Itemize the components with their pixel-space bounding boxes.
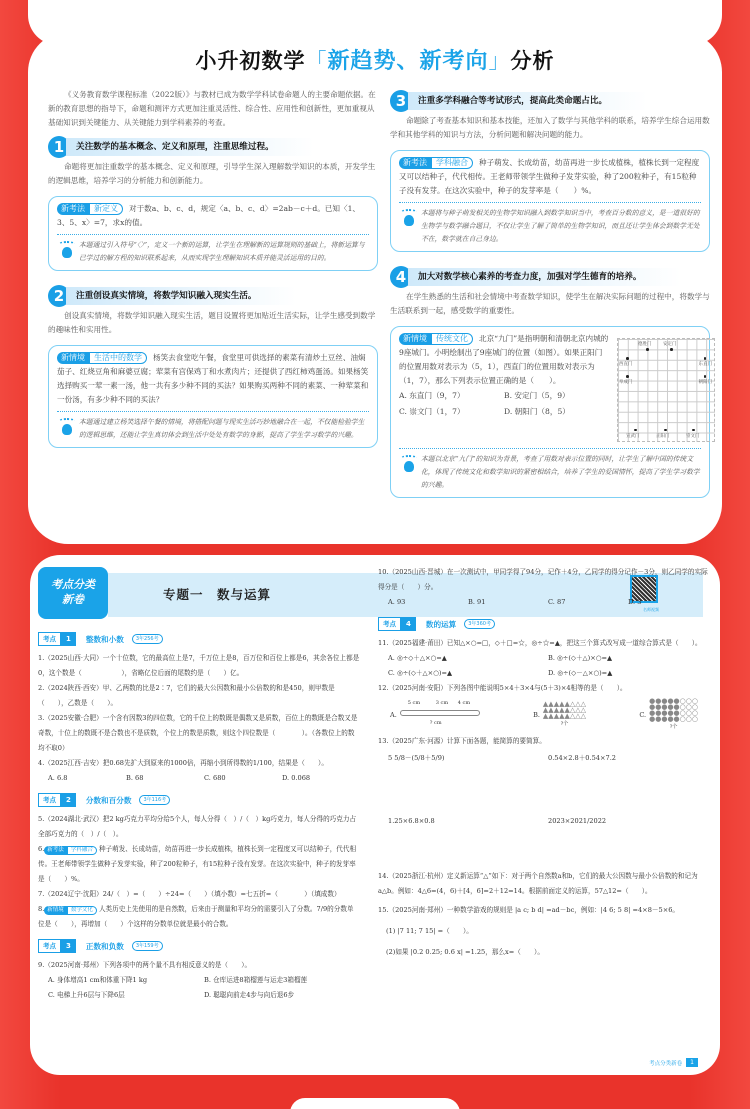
page-title: 小升初数学「新趋势、新考向」分析 <box>195 49 555 74</box>
question-12-figures <box>378 696 708 734</box>
question-11-options: A. ◎÷◇＋△×○=▲ B. ◎÷(◇＋△)×○=▲ C. ◎÷(◇＋△×○)=▲ D. ◎÷(◇－△×○)=▲ <box>388 654 613 677</box>
tag-secondary: 传统文化 <box>431 333 473 345</box>
map-point <box>634 429 637 432</box>
section-4-body: 在学生熟悉的生活和社会情境中考查数学知识，使学生在解决实际问题的过程中，将数学与生活联系到一起，感受数学的重要性。 <box>390 292 710 315</box>
topic-title: 专题一 数与运算 <box>163 587 272 602</box>
map-label: 安定门 <box>663 342 677 347</box>
section-number: 1 <box>48 136 70 158</box>
divider <box>399 448 701 449</box>
map-label: 朝阳门 <box>698 380 712 385</box>
question-15-part-1: (1) |7 11; 7 15| =（ ）。 <box>386 927 473 935</box>
lightbulb-icon <box>399 453 421 492</box>
right-column <box>390 84 710 498</box>
question-1: 1.（2025山西·大同）一个十位数，它的最高位上是7，千万位上是8，百万位和百位上都是6，其余各位上都是0，这个数是（ ），省略亿位后面的尾数约是（ ）亿。 <box>38 654 360 677</box>
divider <box>57 234 369 235</box>
page-number: 1 <box>686 1058 698 1067</box>
stats-badge: 3年360考 <box>464 619 495 629</box>
lightbulb-icon <box>57 239 79 265</box>
lightbulb-icon <box>399 207 421 246</box>
section-3-body: 命题除了考查基本知识和基本技能，还加入了数学与其他学科的联系，培养学生综合运用数学和其他学科的知识与方法，分析问题和解决问题的能力。 <box>390 116 710 139</box>
tip-text: 本题通过建立杨笑选择午餐的情境，将搭配问题与现实生活巧妙地融合在一起，不仅能检验学生的逻辑思维，还能让学生真切体会到生活中处处有数学的身影，提高了学生学习数学的兴趣。 <box>79 418 365 439</box>
lightbulb-icon <box>57 416 79 442</box>
map-point <box>692 429 695 432</box>
tag: 新情境 <box>399 333 431 345</box>
question-10: 10.（2025山西·晋城）在一次测试中，甲同学得了94分，记作＋4分，乙同学的得分记作－3分，则乙同学的实际得分是（ ）分。 <box>378 568 708 591</box>
map-label: 德胜门 <box>638 342 652 347</box>
map-point <box>626 357 629 360</box>
question-15: 15.（2025河南·郑州）一种数学游戏的规则是 |a c; b d| =ad－bc，例如：|4 6; 5 8| =4×8－5×6。 <box>378 906 680 914</box>
figure-a: A. 5 cm 3 cm 4 cm ? cm <box>390 700 480 730</box>
map-point <box>626 375 629 378</box>
example-box-3 <box>390 150 710 252</box>
map-point <box>670 348 673 351</box>
divider <box>399 202 701 203</box>
figure-c: C. ●●●●●○○○ ●●●●●○○○ ●●●●●○○○ ●●●●●○○○ ?个 <box>639 697 698 730</box>
question-13-items: 5 5/8－(5/8＋5/9) 0.54×2.8＋0.54×7.2 1.25×6.8×0.8 2023×2021/2022 <box>388 754 616 825</box>
question-5: 5.（2024湖北·武汉）把2 kg巧克力平均分给5个人，每人分得（ ）/（ ）kg巧克力，每人分得的巧克力占全部巧克力的（ ）/（ ）。 <box>38 815 357 838</box>
section-4-heading: 4 加大对数学核心素养的考查力度，加强对学生德育的培养。 <box>390 266 710 288</box>
question-3: 3.（2025安徽·合肥）一个含有因数3的四位数，它的千位上的数既是偶数又是质数，百位上的数既是合数又是奇数，十位上的数既不是合数也不是质数，个位上的数是质数，则这个四位数是（ ）。（各数位上的数均不取0） <box>38 714 358 752</box>
map-point <box>704 357 707 360</box>
figure-b: B. ▲▲▲▲▲△△△ ▲▲▲▲▲△△△ ▲▲▲▲▲△△△ ?个 <box>533 700 586 727</box>
question-6: 6. 新考法 学科融合 种子萌发、长成幼苗，幼苗再进一步长成植株，植株长到一定程度又可以结种子，代代相传。王老师带领学生做种子发芽实验，种了200粒种子，有15粒种子没有发芽。在这次实验中，种子的发芽率是（ ）%。 <box>38 845 357 883</box>
stats-badge: 3年159考 <box>132 941 163 951</box>
tag: 新考法 <box>57 203 89 215</box>
example-box-1 <box>48 196 378 271</box>
left-exercise-column <box>38 625 360 1003</box>
section-2-heading: 2 注重创设真实情境，将数学知识融入现实生活。 <box>48 285 378 307</box>
tip-text: 本题通过引入符号“〈〉”，定义一个新的运算，让学生在理解新的运算规则的基础上，将新运算与已学过的解方程的知识联系起来，从而实现学生理解知识本质并能灵活运用的目的。 <box>79 241 365 262</box>
map-label: 西直门 <box>619 362 633 367</box>
question-text: 北京“九门”是指明朝和清朝北京内城的9座城门。小明绘制出了9座城门的位置（如图）。如果正阳门的位置用数对表示为（5，1），西直门的位置用数对表示为（1，7），那么下列表示位置正确的是（ ）。 <box>399 334 609 385</box>
kaodian-4-header: 考点 4 数的运算 3年360考 <box>378 617 708 631</box>
city-gates-map <box>617 338 715 442</box>
question-9-options: A. 身体增高1 cm和体重下降1 kg B. 仓库运进8箱榴莲与运走3箱榴莲 C. 电梯上升6层与下降6层 D. 聪聪向前走4步与向后退6步 <box>48 976 308 999</box>
options <box>399 388 609 420</box>
stats-badge: 3年256考 <box>132 634 163 644</box>
section-3-heading: 3 注重多学科融合等考试形式，提高此类命题占比。 <box>390 90 710 112</box>
question-9: 9.（2025河南·郑州）下列各项中的两个量不具有相反意义的是（ ）。 <box>38 961 252 969</box>
divider <box>57 411 369 412</box>
tip-text: 本题将与种子萌发相关的生物学知识融入到数学知识当中，考查百分数的意义，是一道很好的生物学与数学融合题目，不仅让学生了解了简单的生物学知识，而且还让学生体会到数学无处不在，数学就在自己身边。 <box>421 209 700 243</box>
example-box-4 <box>390 326 710 498</box>
map-label: 阜成门 <box>619 380 633 385</box>
question-12: 12.（2025河南·安阳）下列各图中能说明5×4＋3×4与(5＋3)×4相等的是（ ）。 <box>378 684 627 692</box>
tag-secondary: 新定义 <box>89 203 123 215</box>
qr-label: 名师视频 <box>643 607 659 612</box>
map-point <box>704 375 707 378</box>
exercise-page <box>30 555 720 1075</box>
left-column <box>48 88 378 448</box>
right-exercise-column <box>378 565 708 960</box>
question-4-options: A. 6.8 B. 68 C. 680 D. 0.068 <box>48 774 311 782</box>
question-13: 13.（2025广东·河源）计算下面各题，能简算的要简算。 <box>378 737 546 745</box>
kaodian-2-header: 考点 2 分数和百分数 3年116考 <box>38 793 360 807</box>
section-1-heading: 1 关注数学的基本概念、定义和原理，注重思维过程。 <box>48 136 378 158</box>
tag: 新情境 <box>57 352 89 364</box>
stats-badge: 3年116考 <box>139 795 170 805</box>
question-8: 8. 新情境 数学文化 人类历史上先使用的是自然数，后来由于测量和平均分的需要引入了分数。7/9的分数单位是（ ），再增加（ ）个这样的分数单位就是最小的合数。 <box>38 905 354 928</box>
tag-secondary: 学科融合 <box>431 157 473 169</box>
tag-secondary: 生活中的数学 <box>89 352 147 364</box>
section-1-body: 命题将更加注重数学的基本概念、定义和原理，引导学生深入理解数学知识的本质，开发学生的逻辑思维，培养学习的分析能力和创新能力。 <box>48 162 376 185</box>
example-box-2 <box>48 345 378 448</box>
question-text: 种子萌发、长成幼苗，幼苗再进一步长成植株，植株长到一定程度又可以结种子，代代相传。王老师带领学生做种子发芽实验，种了200粒种子，有15粒种子没有发芽。在这次实验中，种子的发芽率是（ ）%。 <box>399 158 700 195</box>
question-text: 杨笑去食堂吃午餐，食堂里可供选择的素菜有清炒土豆丝、油焖茄子、红烧豆角和麻婆豆腐；荤菜有宫保鸡丁和水煮肉片；还提供了西红柿鸡蛋汤。如果杨笑选择购买一荤一素一汤，他一共有多少种不同的买法？如果购买两种不同的素菜、一种荤菜和一份汤，有多少种不同的买法？ <box>57 353 369 404</box>
question-text: 对于数a、b、c、d，规定〈a、b、c、d〉=2ab－c＋d。已知〈1、3、5、x〉=7，求x的值。 <box>57 204 360 227</box>
question-2: 2.（2024陕西·西安）甲、乙两数的比是2∶7，它们的最大公因数和最小公倍数的和是450，则甲数是（ ），乙数是（ ）。 <box>38 684 335 707</box>
map-point <box>664 429 667 432</box>
map-label: 宣武门 <box>626 434 640 439</box>
map-label: 崇文门 <box>686 434 700 439</box>
section-number: 3 <box>390 90 412 112</box>
next-page-top <box>290 1098 460 1109</box>
intro-paragraph: 《义务教育数学课程标准（2022版）》与教材已成为数学学科试卷命题人的主要命题依据。在新的教育思想的指导下，命题和测评方式更加注重灵活性、综合性、应用性和创新性，更加重视从基础知识到关键能力、从关键能力到学科素养的考查。 <box>48 90 376 127</box>
analysis-page <box>28 32 722 544</box>
kaodian-1-header: 考点 1 整数和小数 3年256考 <box>38 632 360 646</box>
question-11: 11.（2025福建·莆田）已知△×○=□，◇＋□=☆，◎÷☆=▲，把这三个算式改写成一道综合算式是（ ）。 <box>378 639 702 647</box>
option-d: D. 朝阳门（8，5） <box>504 407 570 416</box>
question-4: 4.（2025江西·吉安）把0.68先扩大到原来的1000倍，再缩小到所得数的1/100，结果是（ ）。 <box>38 759 328 767</box>
option-b: B. 安定门（5，9） <box>504 391 570 400</box>
map-label: 正阳门 <box>656 434 670 439</box>
section-number: 2 <box>48 285 70 307</box>
map-point <box>646 348 649 351</box>
kaodian-3-header: 考点 3 正数和负数 3年159考 <box>38 939 360 953</box>
question-7: 7.（2024辽宁·沈阳）24/（ ）=（ ）÷24=（ ）（填小数）=七五折=（ ）（填成数） <box>38 890 341 898</box>
section-2-body: 创设真实情境，将数学知识融入现实生活，题目设置将更加贴近生活实际，让学生感受到数学的趣味性和实用性。 <box>48 311 376 334</box>
page-footer: 考点分类新卷 1 <box>649 1058 698 1067</box>
brand-logo: 考点分类 新卷 <box>38 567 108 619</box>
question-14: 14.（2025浙江·杭州）定义新运算“△”如下：对于两个自然数a和b，它们的最大公因数与最小公倍数的和记为a△b。例如：4△6=(4，6)＋[4，6]=2＋12=14。根据前面定义的运算，57△12=（ ）。 <box>378 872 698 895</box>
option-a: A. 东直门（9，7） <box>399 391 465 400</box>
section-number: 4 <box>390 266 412 288</box>
segment-bar <box>400 710 480 716</box>
question-10-options: A. 93 B. 91 C. 87 D. 3 <box>388 598 642 606</box>
tip-text: 本题以北京“九门”的知识为背景，考查了用数对表示位置的同时，让学生了解中国的传统文化，体现了传统文化和数学知识的紧密相结合，培养了学生的爱国情怀，提高了学生学习数学的兴趣。 <box>421 455 700 489</box>
option-c: C. 崇文门（1，7） <box>399 407 465 416</box>
tag: 新考法 <box>399 157 431 169</box>
question-15-part-2: (2)如果 |0.2 0.25; 0.6 x| =1.25，那么x=（ ）。 <box>386 948 544 956</box>
map-label: 东直门 <box>698 362 712 367</box>
